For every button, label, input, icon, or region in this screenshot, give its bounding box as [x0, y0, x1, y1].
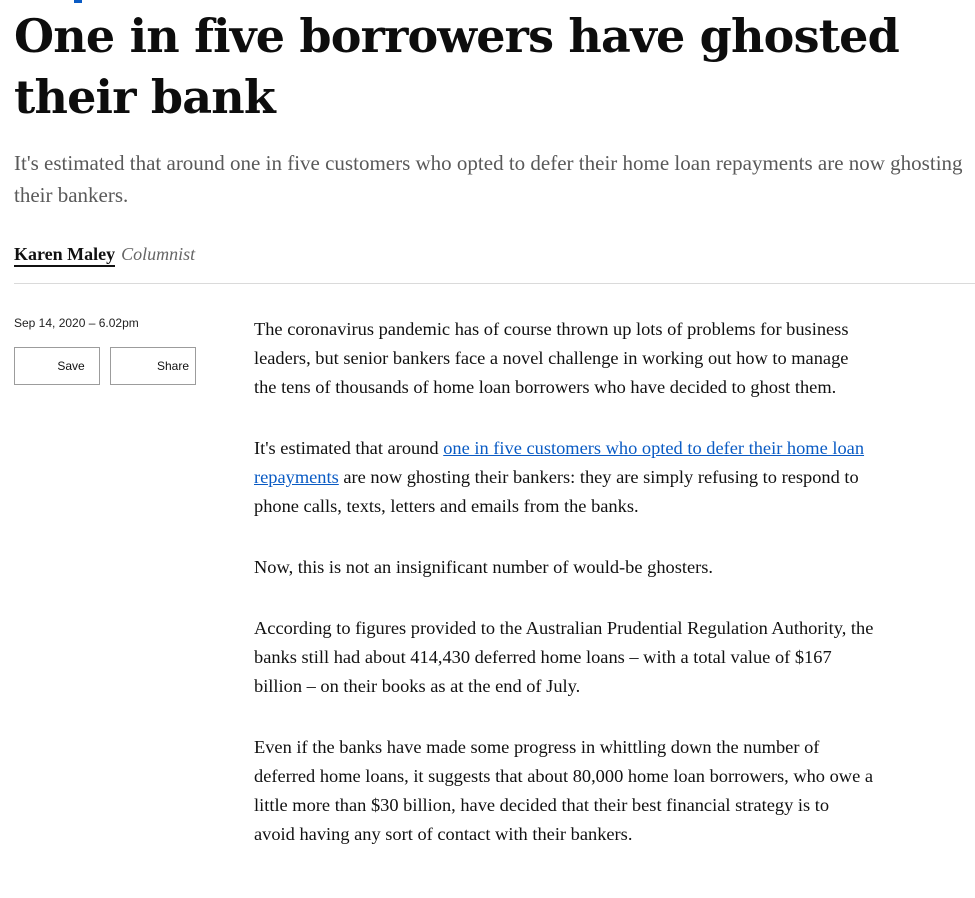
paragraph — [254, 434, 874, 521]
byline — [14, 241, 195, 267]
paragraph: The coronavirus pandemic has of course thrown up lots of problems for business leaders, but senior bankers face a novel challenge in working out how to manage the tens of thousands of home loan borrowers who have decided to ghost them. — [254, 319, 849, 397]
article-headline: One in five borrowers have ghosted their bank — [14, 9, 899, 124]
paragraph: Now, this is not an insignificant number of would-be ghosters. — [254, 557, 714, 577]
paragraph-text: It's estimated that around — [254, 438, 444, 458]
article-standfirst: It's estimated that around one in five customers who opted to defer their home loan repayments are now ghosting their bankers. — [14, 151, 963, 207]
inline-link[interactable]: one in five customers who opted to defer their home loan repayments — [254, 438, 865, 487]
divider — [14, 283, 975, 284]
paragraph: According to figures provided to the Australian Prudential Regulation Authority, the banks still had about 414,430 deferred home loans – with a total value of $167 billion – on their books as at the end of July. — [254, 618, 874, 696]
share-button[interactable] — [110, 347, 196, 385]
save-button[interactable] — [14, 347, 100, 385]
accent-mark — [74, 0, 82, 3]
save-button-label: Save — [57, 359, 85, 373]
paragraph-text: are now ghosting their bankers: they are simply refusing to respond to phone calls, texts, letters and emails from the banks. — [254, 467, 859, 516]
paragraph: Even if the banks have made some progress in whittling down the number of deferred home loans, it suggests that about 80,000 home loan borrowers, who owe a little more than $30 billion, have decided that their best financial strategy is to avoid having any sort of contact with their bankers. — [254, 737, 874, 844]
author-role: Columnist — [121, 244, 196, 264]
article-body — [254, 315, 874, 881]
publish-date: Sep 14, 2020 – 6.02pm — [14, 316, 139, 330]
share-button-label: Share — [156, 359, 190, 373]
author-link[interactable]: Karen Maley — [14, 244, 115, 267]
